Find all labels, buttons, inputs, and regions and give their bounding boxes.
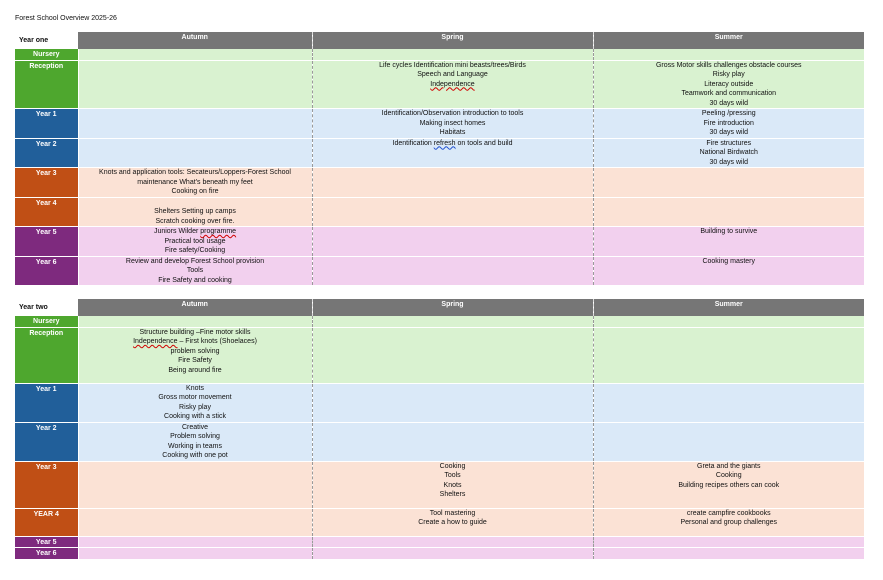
activity-item: Creative xyxy=(181,423,209,431)
summer-cell xyxy=(593,138,864,168)
autumn-cell xyxy=(78,383,312,422)
activity-item: Tools xyxy=(444,472,461,479)
year-group-label: Year 1 xyxy=(15,383,78,422)
activity-item: Cooking with a stick xyxy=(164,413,226,420)
activity-item: Shelters xyxy=(439,491,466,498)
table-row xyxy=(15,138,864,168)
year-group-label: Year 1 xyxy=(15,109,78,139)
activity-item: Structure building –Fine motor skills xyxy=(139,328,251,336)
autumn-cell xyxy=(78,256,312,286)
table-row xyxy=(15,49,864,60)
column-header-summer: Summer xyxy=(593,299,864,316)
activity-item: Building recipes others can cook xyxy=(678,481,780,489)
summer-cell xyxy=(593,168,864,198)
activity-item: maintenance What's beneath my feet xyxy=(137,178,253,186)
table-row xyxy=(15,422,864,461)
activity-item: Literacy outside xyxy=(704,80,754,88)
spring-cell xyxy=(312,383,593,422)
autumn-cell xyxy=(78,508,312,536)
column-header-spring: Spring xyxy=(312,299,593,316)
activity-item: Working in teams xyxy=(168,442,222,450)
table-row xyxy=(15,548,864,560)
activity-item: Independence – First knots (Shoelaces) xyxy=(133,338,257,345)
autumn-cell xyxy=(78,49,312,60)
autumn-cell xyxy=(78,327,312,383)
summer-cell xyxy=(593,227,864,257)
spring-cell xyxy=(312,60,593,109)
column-header-autumn: Autumn xyxy=(78,32,312,49)
table-row xyxy=(15,536,864,548)
spring-cell xyxy=(312,316,593,327)
activity-item: 30 days wild xyxy=(709,99,749,107)
section-year-label: Year one xyxy=(19,36,49,44)
summer-cell xyxy=(593,197,864,227)
spring-cell xyxy=(312,197,593,227)
table-row xyxy=(15,256,864,286)
summer-cell xyxy=(593,327,864,383)
autumn-cell xyxy=(78,138,312,168)
summer-cell xyxy=(593,316,864,327)
year-group-label: YEAR 4 xyxy=(15,508,78,536)
summer-cell xyxy=(593,508,864,536)
activity-item: Cooking xyxy=(715,472,742,479)
activity-item: Life cycles Identification mini beasts/trees/Birds xyxy=(379,61,526,69)
year-group-label: Nursery xyxy=(15,316,78,327)
activity-item: Risky play xyxy=(179,403,211,411)
table-row xyxy=(15,508,864,536)
activity-item: Fire introduction xyxy=(703,119,754,127)
year-group-label: Year 3 xyxy=(15,461,78,508)
summer-cell xyxy=(593,422,864,461)
activity-item: Greta and the giants xyxy=(697,462,761,470)
year-group-label: Year 6 xyxy=(15,256,78,286)
activity-item: 30 days wild xyxy=(709,129,749,136)
year-group-label: Reception xyxy=(15,327,78,383)
activity-item xyxy=(79,198,312,208)
year-group-label: Nursery xyxy=(15,49,78,60)
activity-item: Practical tool usage xyxy=(164,237,226,245)
summer-cell xyxy=(593,109,864,139)
spring-cell xyxy=(312,422,593,461)
column-header-autumn: Autumn xyxy=(78,299,312,316)
column-header-spring: Spring xyxy=(312,32,593,49)
activity-item: Knots xyxy=(186,384,204,392)
summer-cell xyxy=(593,536,864,548)
spring-cell xyxy=(312,168,593,198)
spring-cell xyxy=(312,327,593,383)
activity-item: Teamwork and communication xyxy=(681,90,777,97)
activity-item: Cooking with one pot xyxy=(162,452,228,459)
table-row xyxy=(15,327,864,383)
summer-cell xyxy=(593,60,864,109)
spring-cell xyxy=(312,49,593,60)
activity-item: Being around fire xyxy=(168,366,222,374)
summer-cell xyxy=(593,383,864,422)
activity-item: Identification refresh on tools and build xyxy=(392,139,513,147)
autumn-cell xyxy=(78,168,312,198)
activity-item: Independence xyxy=(430,80,475,88)
year-group-label: Year 5 xyxy=(15,227,78,257)
activity-item: Review and develop Forest School provision xyxy=(125,257,265,265)
summer-cell xyxy=(593,256,864,286)
spring-cell xyxy=(312,138,593,168)
activity-item: Gross Motor skills challenges obstacle courses xyxy=(655,61,802,69)
activity-item: Cooking on fire xyxy=(171,188,219,195)
year-group-label: Reception xyxy=(15,60,78,109)
summer-cell xyxy=(593,49,864,60)
activity-item: Identification/Observation introduction to tools xyxy=(381,110,524,117)
spring-cell xyxy=(312,109,593,139)
autumn-cell xyxy=(78,461,312,508)
activity-item: Juniors Wilder programme xyxy=(153,228,237,235)
autumn-cell xyxy=(78,548,312,560)
activity-item: Cooking mastery xyxy=(702,257,756,265)
section-year-label: Year two xyxy=(19,303,48,311)
spring-cell xyxy=(312,536,593,548)
activity-item: Gross motor movement xyxy=(158,394,232,401)
activity-item: Knots and application tools: Secateurs/Loppers-Forest School xyxy=(99,169,291,176)
activity-item: Shelters Setting up camps xyxy=(154,208,236,215)
activity-item: Tools xyxy=(186,267,204,274)
autumn-cell xyxy=(78,60,312,109)
activity-item: problem solving xyxy=(170,347,220,355)
autumn-cell xyxy=(78,227,312,257)
spring-cell xyxy=(312,548,593,560)
activity-item: Making insect homes xyxy=(419,119,486,127)
table-row xyxy=(15,461,864,508)
activity-item: create campfire cookbooks xyxy=(686,509,771,517)
activity-item: Peeling /pressing xyxy=(701,110,756,117)
activity-item: Knots xyxy=(443,481,462,489)
activity-item: Scratch cooking over fire. xyxy=(155,217,235,225)
spring-cell xyxy=(312,256,593,286)
autumn-cell xyxy=(78,197,312,227)
document-title: Forest School Overview 2025-26 xyxy=(15,15,117,22)
autumn-cell xyxy=(78,109,312,139)
activity-item: Fire Safety xyxy=(178,357,212,364)
overview-table-year-one xyxy=(15,32,864,286)
table-row xyxy=(15,197,864,227)
summer-cell xyxy=(593,461,864,508)
year-group-label: Year 4 xyxy=(15,197,78,227)
table-row xyxy=(15,109,864,139)
spring-cell xyxy=(312,508,593,536)
activity-item: Habitats xyxy=(439,129,466,136)
activity-item: Tool mastering xyxy=(429,509,476,517)
activity-item: Problem solving xyxy=(170,433,220,440)
table-row xyxy=(15,168,864,198)
year-group-label: Year 6 xyxy=(15,548,78,560)
year-group-label: Year 2 xyxy=(15,138,78,168)
year-group-label: Year 2 xyxy=(15,422,78,461)
activity-item: 30 days wild xyxy=(709,158,749,166)
table-row xyxy=(15,227,864,257)
summer-cell xyxy=(593,548,864,560)
table-row xyxy=(15,383,864,422)
activity-item: Risky play xyxy=(712,71,745,78)
spring-cell xyxy=(312,227,593,257)
year-group-label: Year 3 xyxy=(15,168,78,198)
overview-table-year-two xyxy=(15,299,864,560)
activity-item: National Birdwatch xyxy=(699,149,758,156)
activity-item: Personal and group challenges xyxy=(680,519,778,526)
activity-item: Building to survive xyxy=(700,228,758,235)
activity-item: Fire Safety and cooking xyxy=(158,276,232,284)
autumn-cell xyxy=(78,536,312,548)
activity-item: Create a how to guide xyxy=(418,519,487,526)
spring-cell xyxy=(312,461,593,508)
activity-item: Fire safety/Cooking xyxy=(164,247,226,254)
year-group-label: Year 5 xyxy=(15,536,78,548)
table-row xyxy=(15,316,864,327)
activity-item: Fire structures xyxy=(706,139,752,147)
activity-item: Speech and Language xyxy=(417,71,488,78)
autumn-cell xyxy=(78,422,312,461)
autumn-cell xyxy=(78,316,312,327)
table-row xyxy=(15,60,864,109)
column-header-summer: Summer xyxy=(593,32,864,49)
activity-item: Cooking xyxy=(439,462,466,470)
